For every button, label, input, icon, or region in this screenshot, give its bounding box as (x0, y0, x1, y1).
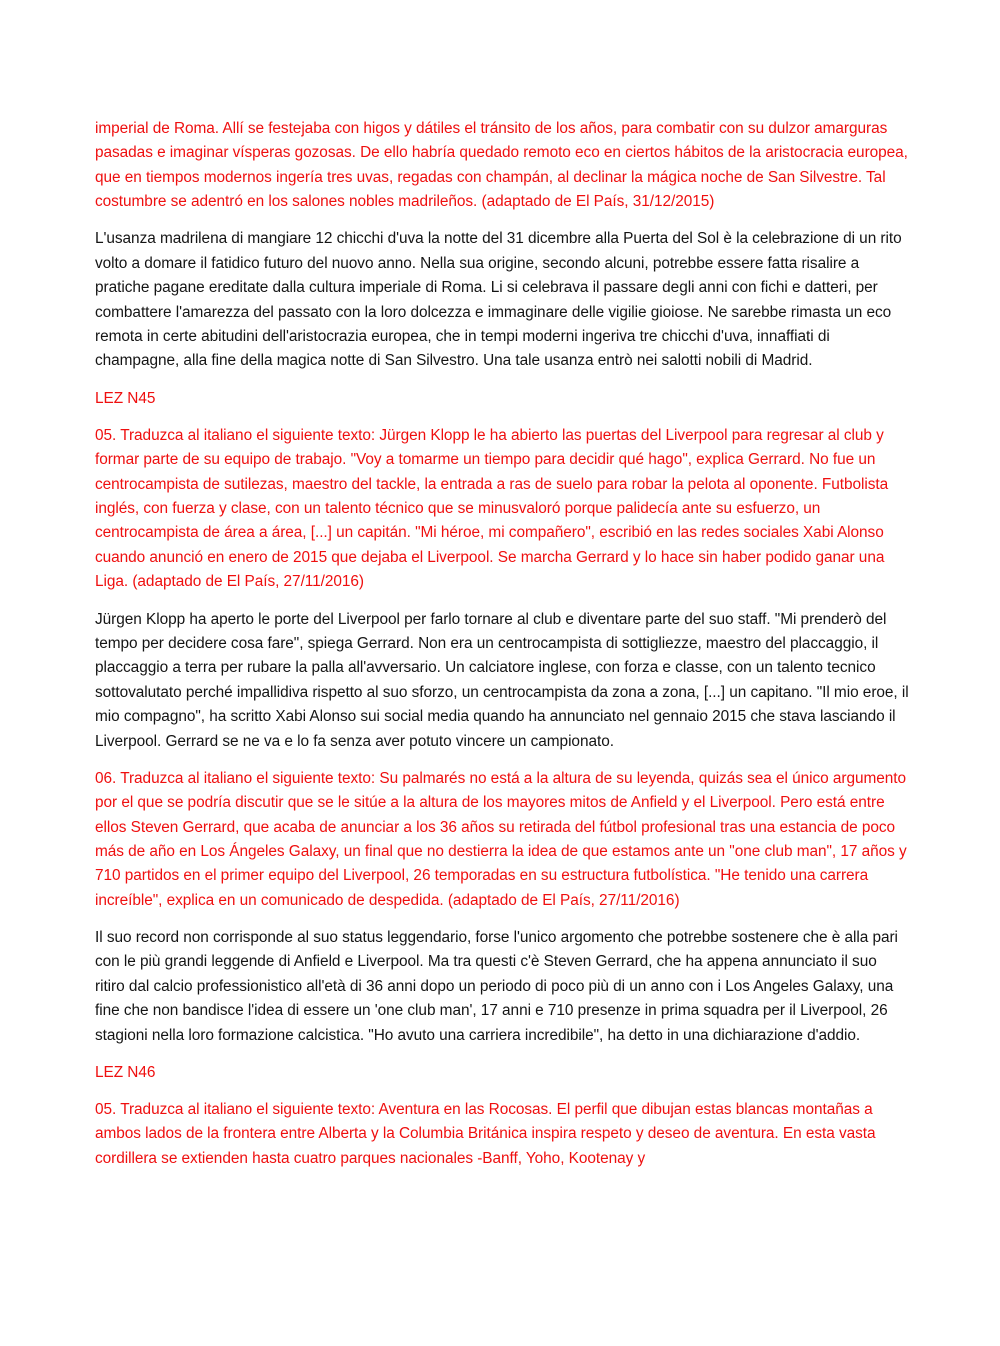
spanish-source-paragraph: 05. Traduzca al italiano el siguiente texto: Aventura en las Rocosas. El perfil que dibujan estas blancas montañas a ambos lados de la frontera entre Alberta y la Columbia Británica inspira respeto y deseo de aventura. En esta vasta cordillera se extienden hasta cuatro parques nacionales -Banff, Yoho, Kootenay y (95, 1101, 876, 1167)
italian-translation-paragraph: Jürgen Klopp ha aperto le porte del Liverpool per farlo tornare al club e diventare parte del suo staff. "Mi prenderò del tempo per decidere cosa fare", spiega Gerrard. Non era un centrocampista di sottigliezze, maestro del placcaggio, il placcaggio a terra per rubare la palla all'avversario. Un calciatore inglese, con forza e classe, con un talento tecnico sottovalutato perché impallidiva rispetto al suo sforzo, un centrocampista da zona a zona, [...] un capitano. "Il mio eroe, il mio compagno", ha scritto Xabi Alonso sui social media quando ha annunciato nel gennaio 2015 che stava lasciando il Liverpool. Gerrard se ne va e lo fa senza aver potuto vincere un campionato. (95, 610, 909, 750)
spanish-source-paragraph: 06. Traduzca al italiano el siguiente texto: Su palmarés no está a la altura de su leyenda, quizás sea el único argumento por el que se podría discutir que se le sitúe a la altura de los mayores mitos de Anfield y el Liverpool. Pero está entre ellos Steven Gerrard, que acaba de anunciar a los 36 años su retirada del fútbol profesional tras una estancia de poco más de año en Los Ángeles Galaxy, un final que no destierra la idea de que estamos ante un "one club man", 17 años y 710 partidos en el primer equipo del Liverpool, 26 temporadas en su estructura futbolística. "He tenido una carrera increíble", explica en un comunicado de despedida. (adaptado de El País, 27/11/2016) (95, 769, 907, 909)
lesson-heading: LEZ N45 (95, 389, 156, 407)
document-page (95, 117, 910, 1184)
italian-translation-paragraph: L'usanza madrilena di mangiare 12 chicchi d'uva la notte del 31 dicembre alla Puerta del Sol è la celebrazione di un rito volto a domare il fatidico futuro del nuovo anno. Nella sua origine, secondo alcuni, potrebbe essere fatta risalire a pratiche pagane ereditate dalla cultura imperiale di Roma. Li si celebrava il passare degli anni con fichi e datteri, per combattere l'amarezza del passato con la loro dolcezza e immaginare delle vigilie gioiose. Ne sarebbe rimasta un eco remota in certe abitudini dell'aristocrazia europea, che in tempi moderni ingeriva tre chicchi d'uva, innaffiati di champagne, alla fine della magica notte di San Silvestro. Una tale usanza entrò nei salotti nobili di Madrid. (95, 230, 902, 370)
spanish-source-paragraph: 05. Traduzca al italiano el siguiente texto: Jürgen Klopp le ha abierto las puertas del Liverpool para regresar al club y formar parte de su equipo de trabajo. "Voy a tomarme un tiempo para decidir qué hago", explica Gerrard. No fue un centrocampista de sutilezas, maestro del tackle, la entrada a ras de suelo para robar la pelota al oponente. Futbolista inglés, con fuerza y clase, con un talento técnico que se minusvaloró porque palidecía ante su esfuerzo, un centrocampista de área a área, [...] un capitán. "Mi héroe, mi compañero", escribió en las redes sociales Xabi Alonso cuando anunció en enero de 2015 que dejaba el Liverpool. Se marcha Gerrard y lo hace sin haber podido ganar una Liga. (adaptado de El País, 27/11/2016) (95, 426, 889, 591)
spanish-source-paragraph: imperial de Roma. Allí se festejaba con higos y dátiles el tránsito de los años, para combatir con su dulzor amarguras pasadas e imaginar vísperas gozosas. De ello habría quedado remoto eco en ciertos hábitos de la aristocracia europea, que en tiempos modernos ingería tres uvas, regadas con champán, al declinar la mágica noche de San Silvestre. Tal costumbre se adentró en los salones nobles madrileños. (adaptado de El País, 31/12/2015) (95, 120, 908, 211)
italian-translation-paragraph: Il suo record non corrisponde al suo status leggendario, forse l'unico argomento che potrebbe sostenere che è alla pari con le più grandi leggende di Anfield e Liverpool. Ma tra questi c'è Steven Gerrard, che ha appena annunciato il suo ritiro dal calcio professionistico all'età di 36 anni dopo un periodo di poco più di un anno con i Los Angeles Galaxy, una fine che non bandisce l'idea di essere un 'one club man', 17 anni e 710 presenze in prima squadra per il Liverpool, 26 stagioni nella loro formazione calcistica. "Ho avuto una carriera incredibile", ha detto in una dichiarazione d'addio. (95, 928, 898, 1044)
lesson-heading: LEZ N46 (95, 1063, 156, 1081)
